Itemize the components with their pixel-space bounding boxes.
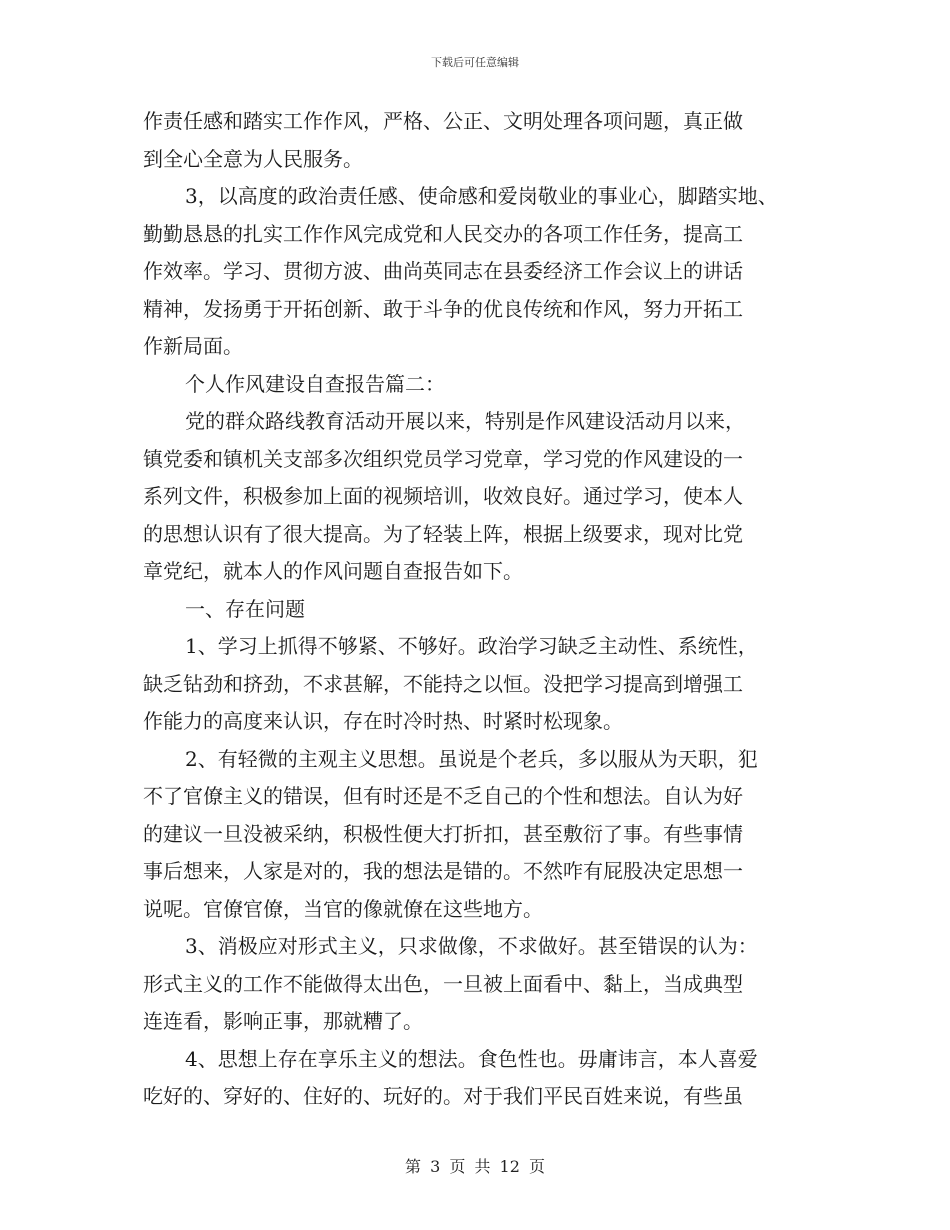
text-line: 的建议一旦没被采纳，积极性便大打折扣，甚至敷衍了事。有些事情 bbox=[143, 821, 743, 846]
text-line: 精神，发扬勇于开拓创新、敢于斗争的优良传统和作风，努力开拓工 bbox=[143, 296, 743, 321]
text-line: 事后想来，人家是对的，我的想法是错的。不然咋有屁股决定思想一 bbox=[143, 859, 743, 883]
text-line: 说呢。官僚官僚，当官的像就僚在这些地方。 bbox=[143, 896, 543, 921]
text-line: 到全心全意为人民服务。 bbox=[143, 146, 363, 171]
section-heading: 一、存在问题 bbox=[185, 596, 305, 621]
page-header: 下载后可任意编辑 bbox=[431, 56, 519, 69]
page-footer: 第 3 页 共 12 页 bbox=[405, 1157, 545, 1176]
paragraph-first-line: 党的群众路线教育活动开展以来，特别是作风建设活动月以来， bbox=[185, 409, 745, 433]
paragraph-first-line: 4、思想上存在享乐主义的想法。食色性也。毋庸讳言，本人喜爱 bbox=[185, 1046, 758, 1071]
text-line: 章党纪，就本人的作风问题自查报告如下。 bbox=[143, 559, 523, 583]
text-line: 系列文件，积极参加上面的视频培训，收效良好。通过学习，使本人 bbox=[143, 484, 743, 508]
text-line: 形式主义的工作不能做得太出色，一旦被上面看中、黏上，当成典型 bbox=[143, 971, 743, 996]
text-line: 作新局面。 bbox=[143, 334, 243, 358]
paragraph-first-line: 2、有轻微的主观主义思想。虽说是个老兵，多以服从为天职，犯 bbox=[185, 746, 758, 771]
paragraph-first-line: 3，以高度的政治责任感、使命感和爱岗敬业的事业心，脚踏实地、 bbox=[185, 184, 778, 208]
document-body bbox=[143, 103, 823, 1116]
section-heading: 个人作风建设自查报告篇二： bbox=[185, 371, 445, 396]
text-line: 不了官僚主义的错误，但有时还是不乏自己的个性和想法。自认为好 bbox=[143, 784, 743, 808]
text-line: 缺乏钻劲和挤劲，不求甚解，不能持之以恒。没把学习提高到增强工 bbox=[143, 671, 743, 696]
text-line: 勤勤恳恳的扎实工作作风完成党和人民交办的各项工作任务，提高工 bbox=[143, 221, 743, 246]
text-line: 作责任感和踏实工作作风，严格、公正、文明处理各项问题，真正做 bbox=[143, 109, 743, 133]
text-line: 作能力的高度来认识，存在时冷时热、时紧时松现象。 bbox=[143, 709, 623, 733]
text-line: 镇党委和镇机关支部多次组织党员学习党章，学习党的作风建设的一 bbox=[143, 446, 743, 471]
text-line: 吃好的、穿好的、住好的、玩好的。对于我们平民百姓来说，有些虽 bbox=[143, 1084, 743, 1108]
text-line: 作效率。学习、贯彻方波、曲尚英同志在县委经济工作会议上的讲话 bbox=[143, 259, 743, 283]
text-line: 的思想认识有了很大提高。为了轻装上阵，根据上级要求，现对比党 bbox=[143, 521, 743, 546]
text-line: 连连看，影响正事，那就糟了。 bbox=[143, 1009, 423, 1033]
paragraph-first-line: 3、消极应对形式主义，只求做像，不求做好。甚至错误的认为： bbox=[185, 934, 758, 958]
paragraph-first-line: 1、学习上抓得不够紧、不够好。政治学习缺乏主动性、系统性， bbox=[185, 634, 758, 658]
